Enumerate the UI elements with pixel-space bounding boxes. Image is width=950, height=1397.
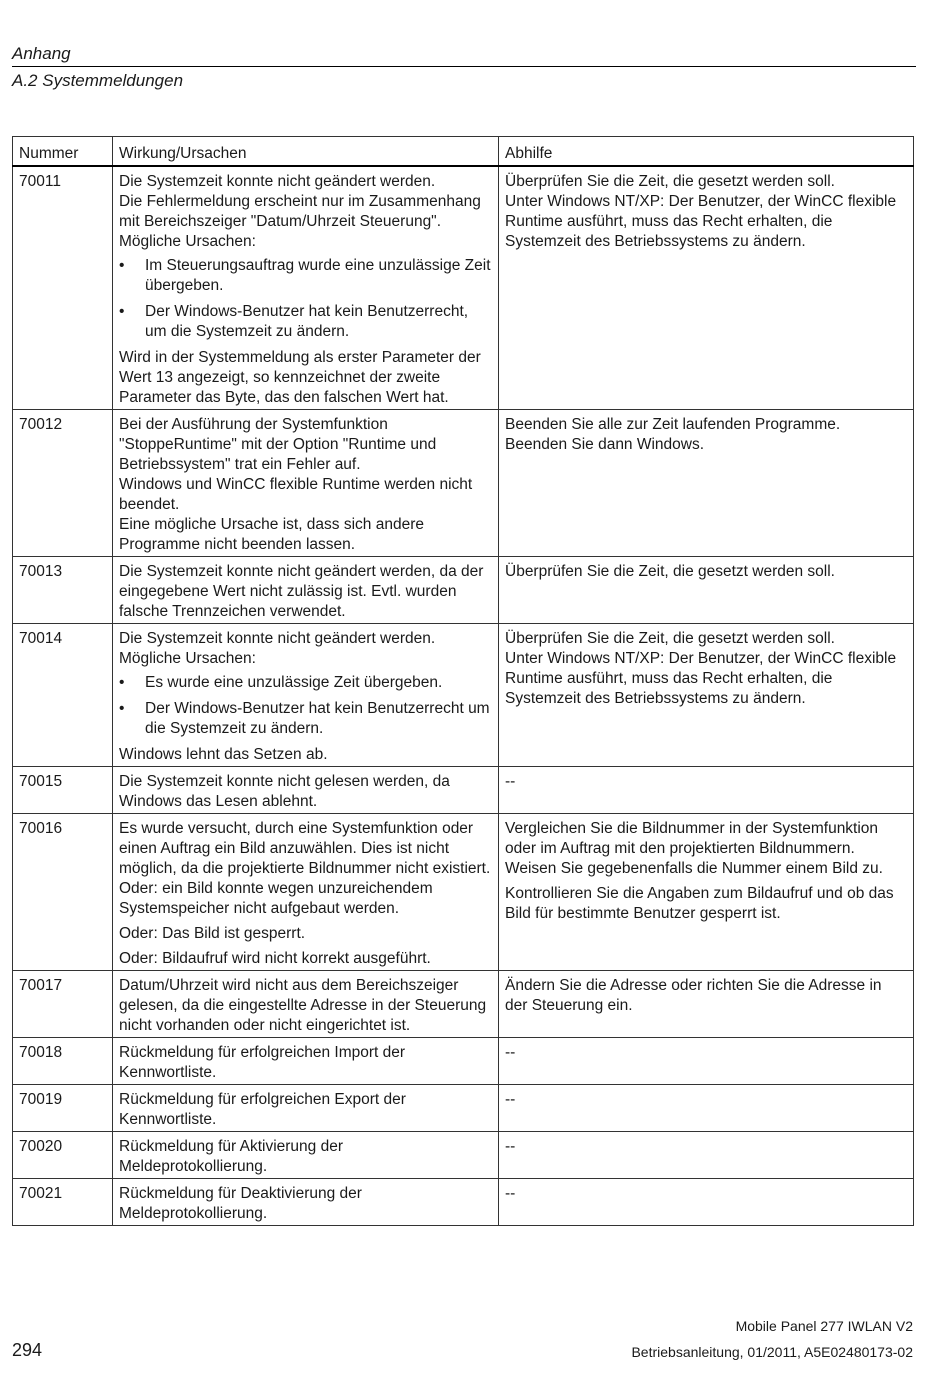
- cell-paragraph: Ändern Sie die Adresse oder richten Sie die Adresse in der Steuerung ein.: [505, 977, 882, 1014]
- message-cause-cell: [113, 971, 499, 1038]
- message-cause-cell: [113, 1085, 499, 1132]
- bullet-text: Im Steuerungsauftrag wurde eine unzulässige Zeit übergeben.: [145, 257, 491, 294]
- cell-paragraph: Eine mögliche Ursache ist, dass sich andere Programme nicht beenden lassen.: [119, 516, 424, 553]
- cell-paragraph: Unter Windows NT/XP: Der Benutzer, der WinCC flexible Runtime ausführt, muss das Recht erhalten, die Systemzeit des Betriebssystems zu ändern.: [505, 193, 897, 250]
- page-number: 294: [12, 1340, 43, 1360]
- cell-paragraph: --: [505, 773, 516, 790]
- table-row: [13, 1132, 914, 1179]
- bullet-text: Es wurde eine unzulässige Zeit übergeben.: [145, 674, 443, 691]
- bullet-list: [119, 256, 492, 342]
- message-number: 70016: [13, 814, 113, 971]
- cell-paragraph: --: [505, 1091, 516, 1108]
- table-row: [13, 1038, 914, 1085]
- message-remedy-cell: [499, 410, 914, 557]
- cell-paragraph: Beenden Sie dann Windows.: [505, 436, 705, 453]
- message-remedy-cell: [499, 1132, 914, 1179]
- bullet-item: [119, 302, 492, 342]
- message-remedy-cell: [499, 1179, 914, 1226]
- message-number: 70019: [13, 1085, 113, 1132]
- message-number: 70014: [13, 624, 113, 767]
- message-number: 70018: [13, 1038, 113, 1085]
- table-row: [13, 767, 914, 814]
- message-remedy-cell: [499, 971, 914, 1038]
- message-number: 70011: [13, 166, 113, 410]
- cell-paragraph: Mögliche Ursachen:: [119, 650, 256, 667]
- bullet-marker: •: [119, 303, 125, 320]
- message-cause-cell: [113, 767, 499, 814]
- message-cause-cell: [113, 1132, 499, 1179]
- bullet-list: [119, 673, 492, 739]
- cell-paragraph: Die Systemzeit konnte nicht geändert werden, da der eingegebene Wert nicht zulässig ist. Evtl. wurden falsche Trennzeichen verwendet.: [119, 563, 484, 620]
- table-body: [13, 166, 914, 1226]
- cell-paragraph: Windows lehnt das Setzen ab.: [119, 746, 328, 763]
- footer-doc-info: Betriebsanleitung, 01/2011, A5E02480173-02: [631, 1344, 913, 1360]
- cell-paragraph: Rückmeldung für Deaktivierung der Meldeprotokollierung.: [119, 1185, 362, 1222]
- message-number: 70015: [13, 767, 113, 814]
- message-cause-cell: [113, 814, 499, 971]
- system-messages-table: [12, 136, 914, 1226]
- cell-paragraph: Es wurde versucht, durch eine Systemfunktion oder einen Auftrag ein Bild anzuwählen. Dies ist nicht möglich, da die projektierte Bildnummer nicht existiert.: [119, 820, 491, 877]
- message-remedy-cell: [499, 1038, 914, 1085]
- message-remedy-cell: [499, 814, 914, 971]
- column-header-nummer: Nummer: [13, 137, 113, 167]
- bullet-marker: •: [119, 700, 125, 717]
- message-remedy-cell: [499, 624, 914, 767]
- message-number: 70021: [13, 1179, 113, 1226]
- cell-paragraph: Vergleichen Sie die Bildnummer in der Systemfunktion oder im Auftrag mit den projektierten Bildnummern. Weisen Sie gegebenenfalls die Nummer einem Bild zu.: [505, 820, 883, 877]
- message-remedy-cell: [499, 557, 914, 624]
- cell-paragraph: Überprüfen Sie die Zeit, die gesetzt werden soll.: [505, 630, 835, 647]
- table-header-row: [13, 137, 914, 167]
- column-header-abhilfe: Abhilfe: [499, 137, 914, 167]
- cell-paragraph: Die Systemzeit konnte nicht geändert werden.: [119, 630, 436, 647]
- cell-paragraph: Oder: Bildaufruf wird nicht korrekt ausgeführt.: [119, 950, 431, 967]
- message-cause-cell: [113, 624, 499, 767]
- bullet-item: [119, 699, 492, 739]
- table-row: [13, 557, 914, 624]
- bullet-text: Der Windows-Benutzer hat kein Benutzerrecht um die Systemzeit zu ändern.: [145, 700, 490, 737]
- cell-paragraph: Unter Windows NT/XP: Der Benutzer, der WinCC flexible Runtime ausführt, muss das Recht erhalten, die Systemzeit des Betriebssystems zu ändern.: [505, 650, 897, 707]
- message-remedy-cell: [499, 166, 914, 410]
- bullet-text: Der Windows-Benutzer hat kein Benutzerrecht, um die Systemzeit zu ändern.: [145, 303, 469, 340]
- column-header-wirkung: Wirkung/Ursachen: [113, 137, 499, 167]
- message-remedy-cell: [499, 767, 914, 814]
- message-cause-cell: [113, 557, 499, 624]
- running-header-chapter: Anhang: [12, 44, 71, 63]
- cell-paragraph: Die Fehlermeldung erscheint nur im Zusammenhang mit Bereichszeiger "Datum/Uhrzeit Steuerung". Mögliche Ursachen:: [119, 193, 481, 250]
- bullet-marker: •: [119, 257, 125, 274]
- message-number: 70017: [13, 971, 113, 1038]
- cell-paragraph: --: [505, 1185, 516, 1202]
- cell-paragraph: Rückmeldung für erfolgreichen Import der Kennwortliste.: [119, 1044, 406, 1081]
- cell-paragraph: Rückmeldung für erfolgreichen Export der Kennwortliste.: [119, 1091, 406, 1128]
- cell-paragraph: Wird in der Systemmeldung als erster Parameter der Wert 13 angezeigt, so kennzeichnet der zweite Parameter das Byte, das den falschen Wert hat.: [119, 349, 481, 406]
- message-cause-cell: [113, 1038, 499, 1085]
- table-row: [13, 814, 914, 971]
- cell-paragraph: --: [505, 1044, 516, 1061]
- table-row: [13, 971, 914, 1038]
- cell-paragraph: Beenden Sie alle zur Zeit laufenden Programme.: [505, 416, 841, 433]
- bullet-marker: •: [119, 674, 125, 691]
- message-number: 70020: [13, 1132, 113, 1179]
- message-number: 70013: [13, 557, 113, 624]
- cell-paragraph: Die Systemzeit konnte nicht gelesen werden, da Windows das Lesen ablehnt.: [119, 773, 450, 810]
- table-row: [13, 410, 914, 557]
- cell-paragraph: Datum/Uhrzeit wird nicht aus dem Bereichszeiger gelesen, da die eingestellte Adresse in der Steuerung nicht vorhanden oder nicht eingerichtet ist.: [119, 977, 487, 1034]
- table-row: [13, 624, 914, 767]
- cell-paragraph: --: [505, 1138, 516, 1155]
- footer-product: Mobile Panel 277 IWLAN V2: [735, 1318, 913, 1334]
- cell-paragraph: Rückmeldung für Aktivierung der Meldeprotokollierung.: [119, 1138, 344, 1175]
- cell-paragraph: Die Systemzeit konnte nicht geändert werden.: [119, 173, 436, 190]
- cell-paragraph: Kontrollieren Sie die Angaben zum Bildaufruf und ob das Bild für bestimmte Benutzer gesperrt ist.: [505, 885, 894, 922]
- bullet-item: [119, 256, 492, 296]
- cell-paragraph: Oder: Das Bild ist gesperrt.: [119, 925, 306, 942]
- bullet-item: [119, 673, 492, 693]
- table-row: [13, 1179, 914, 1226]
- cell-paragraph: Oder: ein Bild konnte wegen unzureichendem Systemspeicher nicht aufgebaut werden.: [119, 880, 433, 917]
- message-number: 70012: [13, 410, 113, 557]
- cell-paragraph: Bei der Ausführung der Systemfunktion "StoppeRuntime" mit der Option "Runtime und Betriebssystem" trat ein Fehler auf.: [119, 416, 437, 473]
- cell-paragraph: Überprüfen Sie die Zeit, die gesetzt werden soll.: [505, 173, 835, 190]
- table-row: [13, 166, 914, 410]
- cell-paragraph: Überprüfen Sie die Zeit, die gesetzt werden soll.: [505, 563, 835, 580]
- running-header-section: A.2 Systemmeldungen: [12, 71, 184, 90]
- message-cause-cell: [113, 166, 499, 410]
- message-cause-cell: [113, 1179, 499, 1226]
- cell-paragraph: Windows und WinCC flexible Runtime werden nicht beendet.: [119, 476, 473, 513]
- message-cause-cell: [113, 410, 499, 557]
- table-row: [13, 1085, 914, 1132]
- header-rule: [12, 66, 916, 67]
- message-remedy-cell: [499, 1085, 914, 1132]
